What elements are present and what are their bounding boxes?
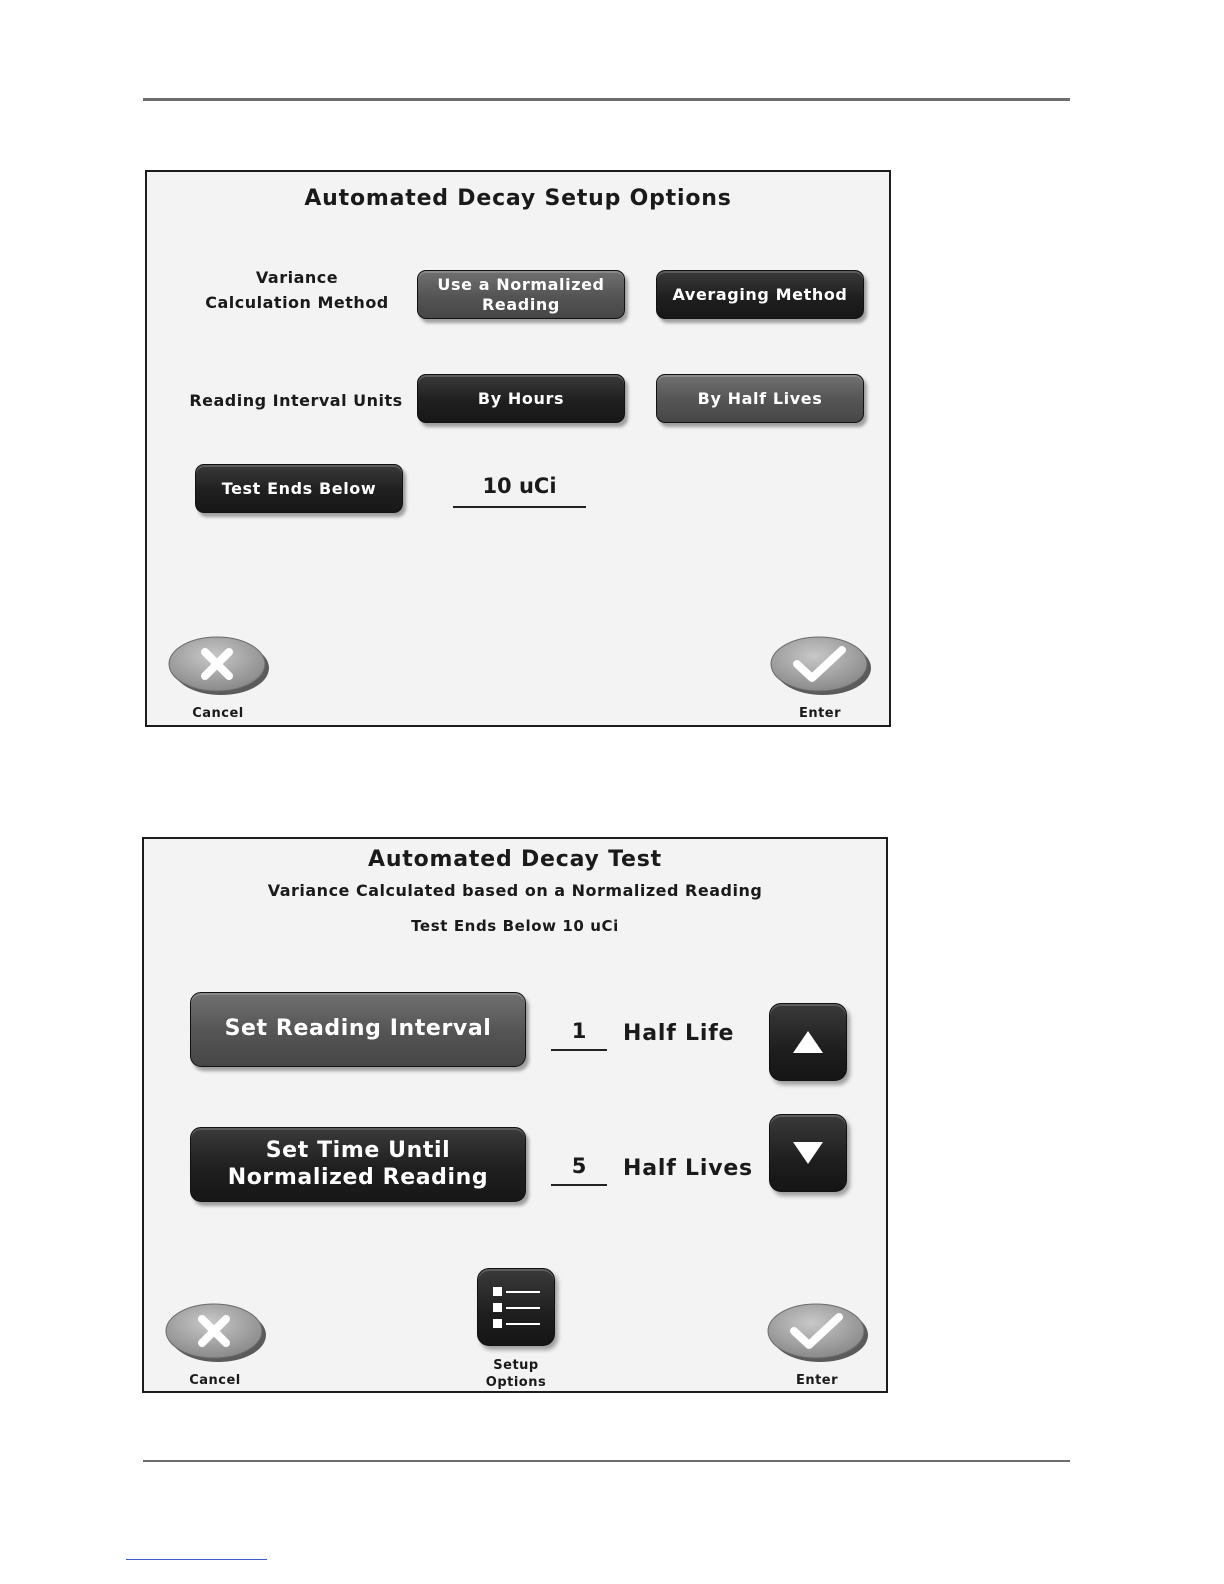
screen-title: Automated Decay Test bbox=[368, 847, 662, 872]
enter-button[interactable] bbox=[766, 1301, 868, 1388]
enter-button[interactable] bbox=[769, 634, 871, 721]
by-hours-button[interactable]: By Hours bbox=[417, 374, 625, 423]
page-header-rule bbox=[143, 98, 1070, 101]
set-time-until-normalized-button[interactable]: Set Time Until Normalized Reading bbox=[190, 1127, 526, 1202]
setup-options-label: Setup Options bbox=[485, 1358, 547, 1390]
time-until-normalized-unit: Half Lives bbox=[623, 1156, 753, 1181]
reading-interval-unit: Half Life bbox=[623, 1021, 735, 1046]
decay-test-screen bbox=[142, 837, 888, 1393]
x-icon bbox=[164, 1301, 266, 1363]
footnote-rule bbox=[126, 1559, 267, 1560]
screen-title: Automated Decay Setup Options bbox=[304, 186, 732, 211]
arrow-down-icon bbox=[791, 1140, 825, 1166]
test-ends-below-text: Test Ends Below 10 uCi bbox=[411, 917, 619, 935]
decay-setup-options-screen bbox=[145, 170, 891, 727]
list-icon bbox=[488, 1279, 544, 1335]
test-ends-below-button[interactable]: Test Ends Below bbox=[195, 464, 403, 513]
enter-label: Enter bbox=[798, 706, 842, 721]
use-normalized-reading-button[interactable]: Use a Normalized Reading bbox=[417, 270, 625, 319]
by-half-lives-button[interactable]: By Half Lives bbox=[656, 374, 864, 423]
checkmark-icon bbox=[766, 1301, 868, 1363]
arrow-up-icon bbox=[791, 1029, 825, 1055]
reading-interval-value: 1 bbox=[551, 1019, 607, 1051]
reading-interval-units-label: Reading Interval Units bbox=[189, 391, 403, 410]
decrease-button[interactable] bbox=[769, 1114, 847, 1192]
averaging-method-button[interactable]: Averaging Method bbox=[656, 270, 864, 319]
checkmark-icon bbox=[769, 634, 871, 696]
cancel-button[interactable] bbox=[164, 1301, 266, 1388]
cancel-label: Cancel bbox=[192, 706, 244, 721]
enter-label: Enter bbox=[795, 1373, 839, 1388]
test-ends-below-value: 10 uCi bbox=[453, 474, 586, 508]
variance-subtitle: Variance Calculated based on a Normalized Reading bbox=[267, 881, 763, 900]
time-until-normalized-value: 5 bbox=[551, 1154, 607, 1186]
x-icon bbox=[167, 634, 269, 696]
set-reading-interval-button[interactable]: Set Reading Interval bbox=[190, 992, 526, 1067]
cancel-label: Cancel bbox=[189, 1373, 241, 1388]
cancel-button[interactable] bbox=[167, 634, 269, 721]
setup-options-button[interactable] bbox=[477, 1268, 555, 1346]
page-footer-rule bbox=[143, 1460, 1070, 1462]
increase-button[interactable] bbox=[769, 1003, 847, 1081]
variance-method-label: Variance Calculation Method bbox=[205, 268, 389, 312]
